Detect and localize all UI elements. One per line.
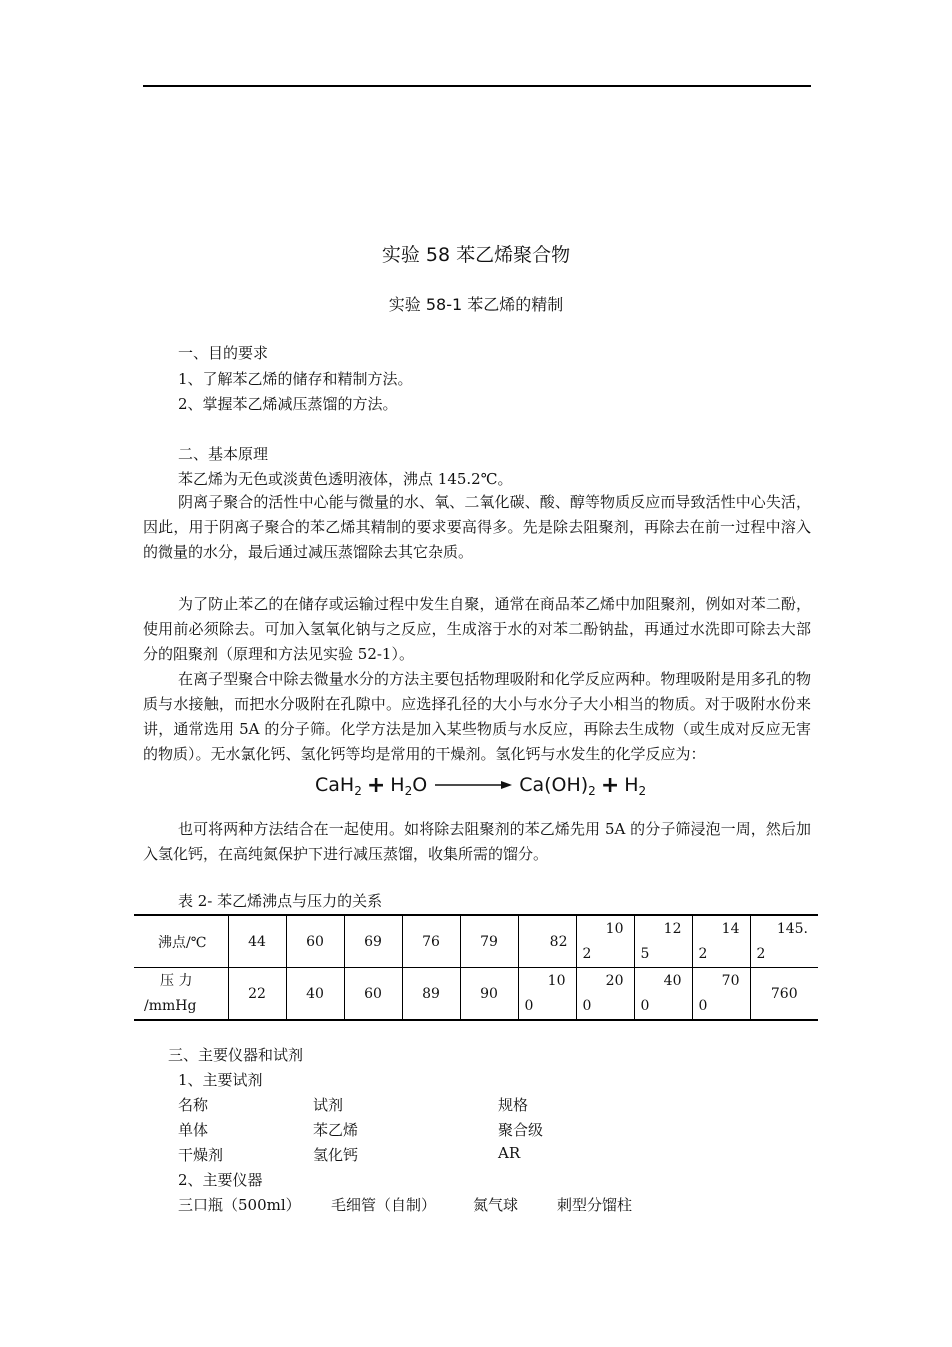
header-rule: [143, 85, 811, 87]
table-cell: 12 5: [634, 915, 692, 968]
table-cell: 40: [286, 968, 344, 1021]
instrument-item: 毛细管（自制）: [331, 1196, 437, 1214]
section1-item: 2、掌握苯乙烯减压蒸馏的方法。: [178, 395, 398, 413]
table-cell: 14 2: [692, 915, 750, 968]
table-cell: 90: [460, 968, 518, 1021]
table-row-boiling: [134, 915, 818, 968]
section3-subheading: 1、主要试剂: [178, 1071, 263, 1089]
paragraph-inhibitor: 为了防止苯乙的在储存或运输过程中发生自聚，通常在商品苯乙烯中加阻聚剂，例如对苯二酚，使用前必须除去。可加入氢氧化钠与之反应，生成溶于水的对苯二酚钠盐，再通过水洗即可除去大部分的阻聚剂（原理和方法见实验 52-1）。: [143, 595, 811, 663]
reagent-cell: AR: [498, 1144, 521, 1162]
instrument-item: 氮气球: [473, 1196, 519, 1214]
reagent-cell: 干燥剂: [178, 1146, 224, 1164]
reagent-cell: 试剂: [313, 1096, 344, 1114]
reagent-cell: 名称: [178, 1096, 209, 1114]
table-cell: 44: [228, 915, 286, 968]
table-cell: 145. 2: [750, 915, 818, 968]
equation-product-2: $H_2$: [624, 773, 647, 798]
table-cell: 60: [344, 968, 402, 1021]
equation-plus: +: [600, 773, 620, 798]
table-cell: 20 0: [576, 968, 634, 1021]
table-cell: 82: [518, 915, 576, 968]
table-row-pressure: [134, 968, 818, 1021]
table-cell: 10 0: [518, 968, 576, 1021]
reagent-cell: 单体: [178, 1121, 209, 1139]
equation-reactant-1: CaH$_2$: [315, 773, 362, 798]
table-cell: 76: [402, 915, 460, 968]
page-subtitle: 实验 58-1 苯乙烯的精制: [388, 295, 564, 314]
boiling-point-table: [134, 914, 818, 1021]
paragraph-anionic: 阴离子聚合的活性中心能与微量的水、氧、二氧化碳、酸、醇等物质反应而导致活性中心失活，因此，用于阴离子聚合的苯乙烯其精制的要求要高得多。先是除去阻聚剂，再除去在前一过程中溶入的微量的水分，最后通过减压蒸馏除去其它杂质。: [143, 493, 811, 561]
equation-product-1: $Ca(OH)_2$: [519, 773, 596, 798]
reagent-cell: 苯乙烯: [313, 1121, 359, 1139]
page-title: 实验 58 苯乙烯聚合物: [381, 244, 571, 266]
table-cell: 70 0: [692, 968, 750, 1021]
row-label: 压 力 /mmHg: [134, 968, 228, 1021]
reagent-cell: 规格: [498, 1096, 529, 1114]
table-cell: 10 2: [576, 915, 634, 968]
section3-heading: 三、主要仪器和试剂: [168, 1046, 304, 1064]
table-cell: 89: [402, 968, 460, 1021]
instrument-item: 刺型分馏柱: [557, 1196, 633, 1214]
section2-heading: 二、基本原理: [178, 445, 269, 463]
section1-item: 1、了解苯乙烯的储存和精制方法。: [178, 370, 413, 388]
table-cell: 69: [344, 915, 402, 968]
table-caption: 表 2- 苯乙烯沸点与压力的关系: [178, 892, 383, 910]
section1-heading: 一、目的要求: [178, 344, 269, 362]
reagent-cell: 聚合级: [498, 1121, 544, 1139]
section3-subheading: 2、主要仪器: [178, 1171, 263, 1189]
table-cell: 760: [750, 968, 818, 1021]
table-cell: 60: [286, 915, 344, 968]
table-cell: 22: [228, 968, 286, 1021]
paragraph-combined: 也可将两种方法结合在一起使用。如将除去阻聚剂的苯乙烯先用 5A 的分子筛浸泡一周，然后加入氢化钙，在高纯氮保护下进行减压蒸馏，收集所需的馏分。: [143, 820, 811, 863]
equation-plus: +: [366, 773, 386, 798]
instrument-item: 三口瓶（500ml）: [178, 1196, 301, 1214]
row-label: 沸点/℃: [134, 915, 228, 968]
table-cell: 40 0: [634, 968, 692, 1021]
equation-reactant-2: $H_2O$: [390, 773, 428, 798]
paragraph-water-removal: 在离子型聚合中除去微量水分的方法主要包括物理吸附和化学反应两种。物理吸附是用多孔的物质与水接触，而把水分吸附在孔隙中。应选择孔径的大小与水分子大小相当的物质。对于吸附水份来讲，通常选用 5A 的分子筛。化学方法是加入某些物质与水反应，再除去生成物（或生成对反应无害的物质）。无水氯化钙、氢化钙等均是常用的干燥剂。氢化钙与水发生的化学反应为：: [143, 670, 811, 763]
reagent-cell: 氢化钙: [313, 1146, 359, 1164]
chemical-equation: [315, 773, 646, 798]
paragraph-boiling-point: 苯乙烯为无色或淡黄色透明液体，沸点 145.2℃。: [178, 470, 513, 488]
table-cell: 79: [460, 915, 518, 968]
reaction-arrow-icon: [433, 775, 513, 797]
